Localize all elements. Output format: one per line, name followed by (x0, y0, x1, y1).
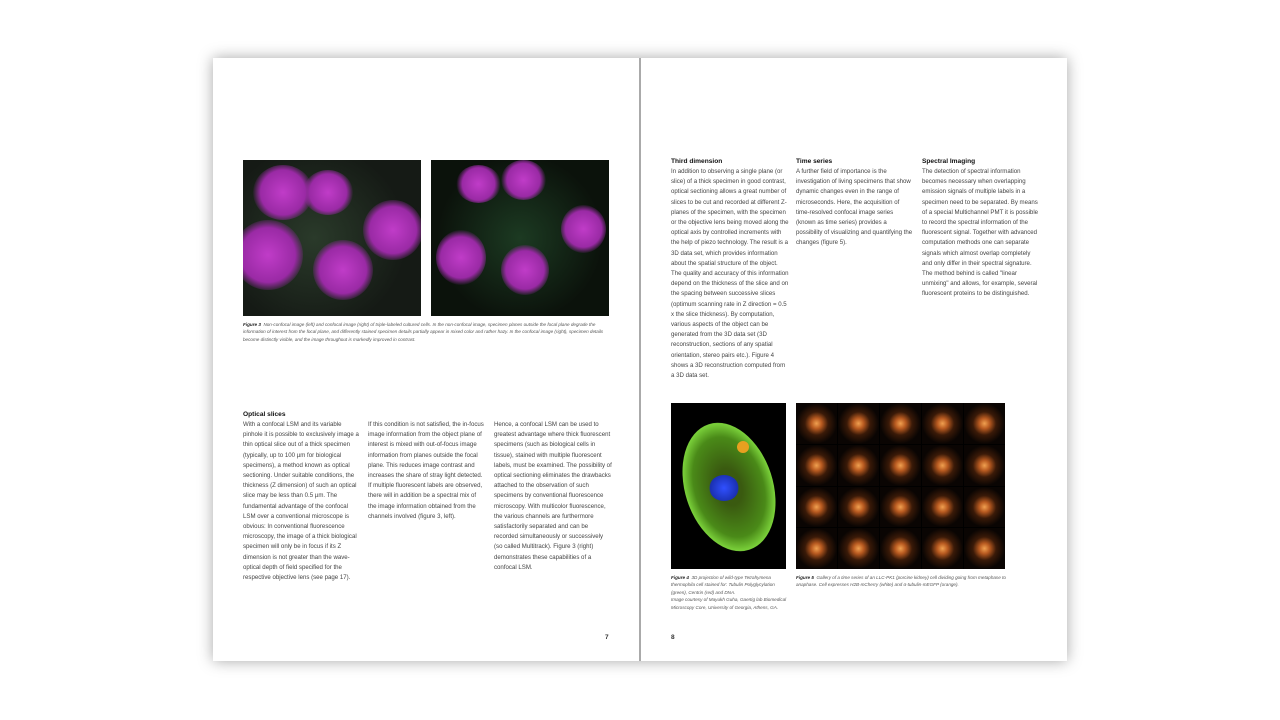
spectral-imaging-col: Spectral Imaging The detection of spectral information becomes necessary when overlapping emission signals of multiple labels in a specimen need to be separated. By means of a special Multichannel PMT it is possible to record the spectral information of the fluorescent signal. Together with advanced computation methods one can separate signals which almost overlap completely and only differ in their spectral signature. The method behind is called "linear unmixing" and allows, for example, several fluorescent proteins to be distinguished. (922, 158, 1039, 298)
page-number-right: 8 (671, 634, 675, 641)
time-series-frame (796, 528, 837, 569)
optical-slices-col1: Optical slices With a confocal LSM and its variable pinhole it is possible to exclusively image a thin optical slice out of a thick specimen (typically, up to 100 µm for biological specimens), a method known as optical sectioning. Under suitable conditions, the thickness (Z dimension) of such an optical slice may be less than 0.5 µm. The fundamental advantage of the confocal LSM over a conventional microscope is obvious: In conventional fluorescence microscopy, the image of a thick biological specimen will only be in focus if its Z dimension is not greater than the wave-optical depth of field specified for the respective objective lens (see page 17). (243, 410, 361, 583)
third-dimension-col: Third dimension In addition to observing a single plane (or slice) of a thick specimen in good contrast, optical sectioning allows a great number of slices to be cut and recorded at different Z-planes of the specimen, with the specimen or the objective lens being moved along the optical axis by controlled increments with the help of piezo technology. The result is a 3D data set, which provides information about the spatial structure of the object. The quality and accuracy of this information depend on the thickness of the slice and on the spacing between successive slices (optimum scanning rate in Z direction = 0.5 x the slice thickness). By computation, various aspects of the object can be generated from the 3D data set (3D reconstruction, sections of any spatial orientation, stereo pairs etc.). Figure 4 shows a 3D reconstruction computed from a 3D data set. (671, 158, 789, 380)
time-series-frame (922, 403, 963, 444)
optical-slices-col2: If this condition is not satisfied, the in-focus image information from the object plane of interest is mixed with out-of-focus image information from planes outside the focal plane. This reduces image contrast and increases the share of stray light detected. If multiple fluorescent labels are observed, there will in addition be a spectral mix of the image information obtained from the channels involved (figure 3, left). (368, 421, 484, 520)
figure4-3d-projection-image (671, 403, 786, 569)
time-series-frame (880, 403, 921, 444)
time-series-frame (796, 445, 837, 486)
page-gutter (639, 58, 641, 661)
time-series-frame (922, 445, 963, 486)
page-number-left: 7 (605, 634, 609, 641)
time-series-col: Time series A further field of importance is the investigation of living specimens that show dynamic changes even in the range of microseconds. Here, the acquisition of time-resolved confocal image series (known as time series) provides a possibility of visualizing and quantifying the changes (figure 5). (796, 158, 913, 247)
time-series-frame (838, 403, 879, 444)
time-series-frame (838, 445, 879, 486)
time-series-frame (880, 487, 921, 528)
time-series-frame (796, 403, 837, 444)
figure3-confocal-image (431, 160, 609, 316)
time-series-frame (880, 528, 921, 569)
figure5-caption: Figure 5 Gallery of a time series of an LLC-PK1 (porcine kidney) cell dividing going from metaphase to anaphase. Cell expresses H2B-mCherry (white) and α-tubulin-mEGFP (orange). (796, 575, 1006, 588)
time-series-frame (796, 487, 837, 528)
figure3-nonconfocal-image (243, 160, 421, 316)
figure5-time-series-gallery (796, 403, 1005, 569)
book-spread (213, 58, 1067, 661)
time-series-frame (964, 445, 1005, 486)
figure3-caption: Figure 3 Non-confocal image (left) and confocal image (right) of triple-labeled cultured cells. In the non-confocal image, specimen planes outside the focal plane degrade the information of interest from the focal plane, and differently stained specimen details partially appear in mixed color and rather hazy. In the confocal image (right), specimen details become distinctly visible, and the image throughout is markedly improved in contrast. (243, 322, 604, 342)
time-series-frame (838, 528, 879, 569)
time-series-frame (880, 445, 921, 486)
optical-slices-col3: Hence, a confocal LSM can be used to greatest advantage where thick fluorescent specimens (such as biological cells in tissue), stained with multiple fluorescent labels, must be examined. The possibility of optical sectioning eliminates the drawbacks attached to the observation of such specimens by conventional fluorescence microscopy. With multicolor fluorescence, the various channels are furthermore satisfactorily separated and can be recorded simultaneously or successively (so called Multitrack). Figure 3 (right) demonstrates these capabilities of a confocal LSM. (494, 421, 612, 571)
time-series-frame (964, 487, 1005, 528)
time-series-frame (838, 487, 879, 528)
time-series-frame (922, 487, 963, 528)
time-series-frame (964, 528, 1005, 569)
time-series-frame (922, 528, 963, 569)
time-series-frame (964, 403, 1005, 444)
figure4-caption: Figure 4 3D projection of wild-type Tetrahymena thermophila cell stained for: Tubulin Polyglycylation (green), Centrin (red) and DNA. Image courtesy of Mayukh Guha, Gaertig lab Biomedical Microscopy Core, University of Georgia, Athens, GA. (671, 575, 787, 610)
section-heading: Optical slices (243, 411, 286, 418)
